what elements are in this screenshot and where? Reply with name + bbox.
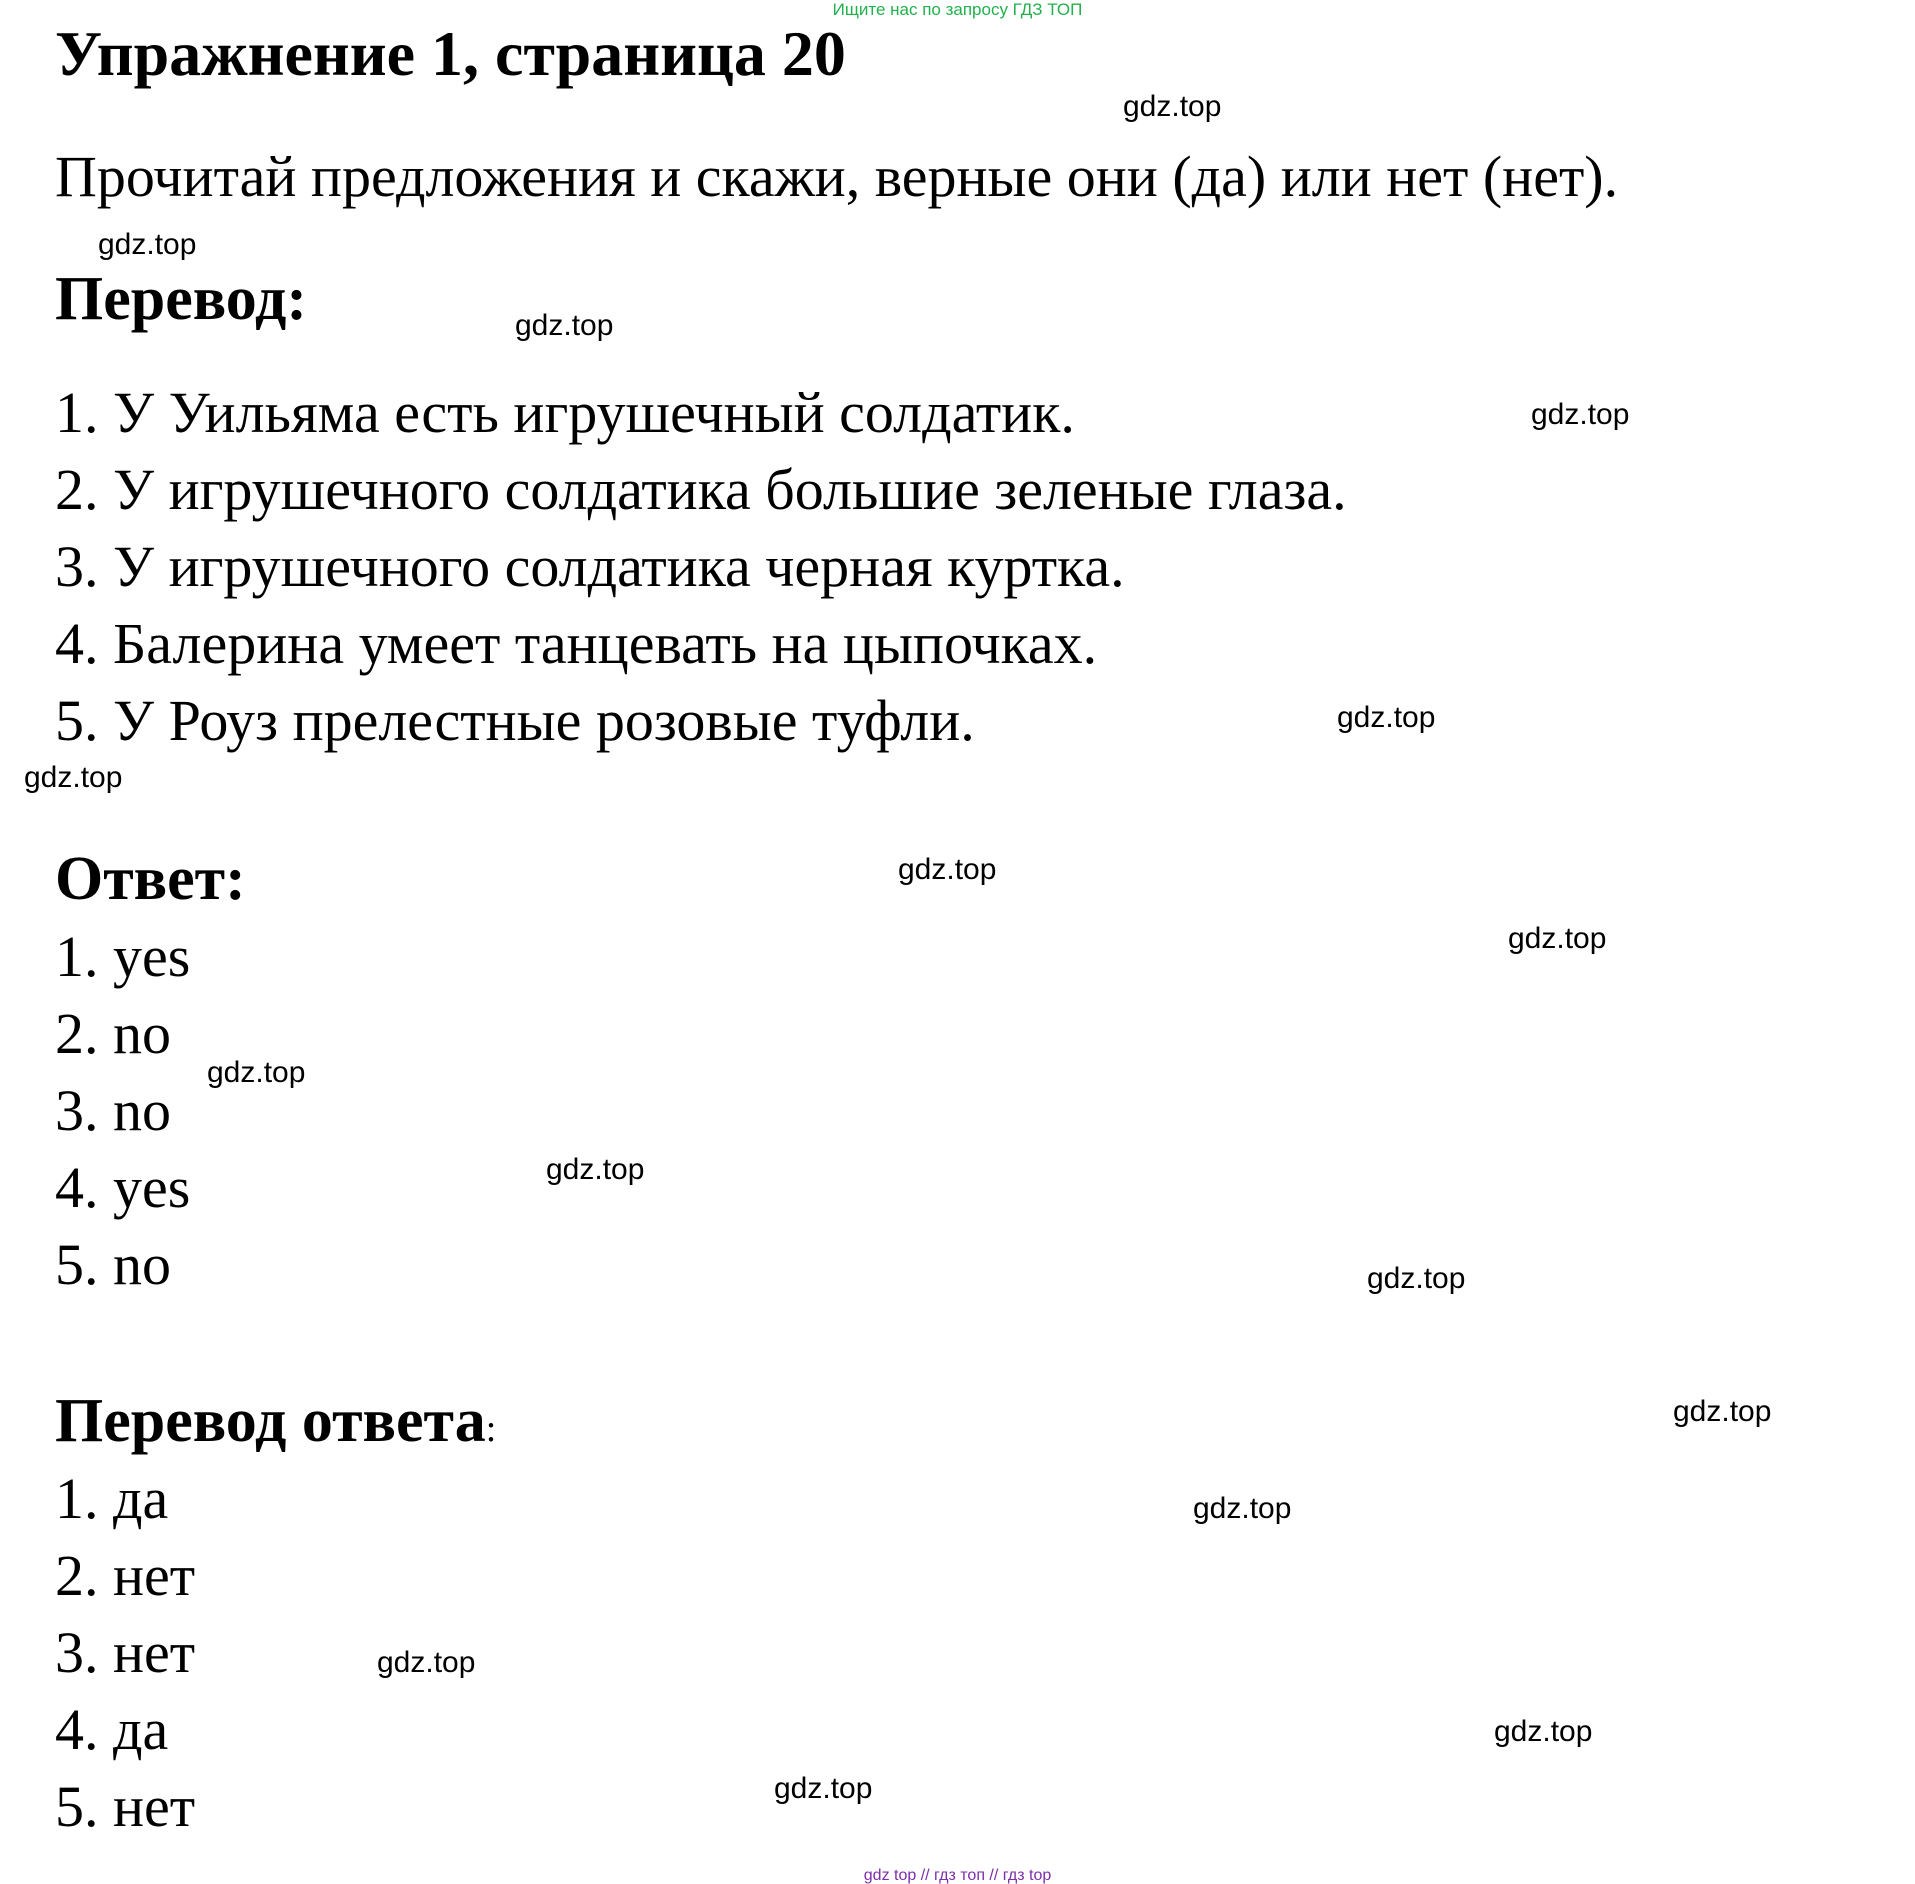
answer-translation-heading-colon: :	[485, 1408, 497, 1450]
list-item: 2. no	[55, 1001, 171, 1066]
translation-heading: Перевод:	[55, 265, 308, 333]
task-instruction: Прочитай предложения и скажи, верные они (да) или нет (нет).	[55, 144, 1619, 209]
watermark: gdz.top	[1193, 1492, 1292, 1525]
watermark: gdz.top	[1673, 1395, 1772, 1428]
watermark: gdz.top	[1531, 398, 1630, 431]
list-item: 1. да	[55, 1466, 169, 1531]
answer-translation-heading-text: Перевод ответа	[55, 1387, 486, 1455]
list-item: 2. У игрушечного солдатика большие зеленые глаза.	[55, 457, 1347, 522]
list-item: 1. У Уильяма есть игрушечный солдатик.	[55, 380, 1075, 445]
watermark: gdz.top	[1367, 1262, 1466, 1295]
answer-translation-heading	[55, 1387, 497, 1455]
list-item: 5. У Роуз прелестные розовые туфли.	[55, 688, 975, 753]
watermark: gdz.top	[515, 309, 614, 342]
watermark: gdz.top	[1494, 1715, 1593, 1748]
list-item: 3. no	[55, 1078, 171, 1143]
list-item: 4. да	[55, 1697, 169, 1762]
list-item: 4. Балерина умеет танцевать на цыпочках.	[55, 611, 1098, 676]
watermark: gdz.top	[1337, 701, 1436, 734]
watermark: gdz.top	[207, 1056, 306, 1089]
list-item: 4. yes	[55, 1155, 191, 1220]
top-banner: Ищите нас по запросу ГДЗ ТОП	[832, 0, 1083, 19]
list-item: 5. no	[55, 1232, 171, 1297]
watermark: gdz.top	[1123, 90, 1222, 123]
footer-links: gdz top // гдз топ // гдз top	[863, 1867, 1052, 1884]
page-title: Упражнение 1, страница 20	[55, 18, 846, 89]
watermark: gdz.top	[98, 228, 197, 261]
list-item: 3. У игрушечного солдатика черная куртка.	[55, 534, 1125, 599]
answer-list	[55, 918, 190, 1303]
answer-translation-list	[55, 1460, 195, 1845]
watermark: gdz.top	[774, 1772, 873, 1805]
list-item: 5. нет	[55, 1774, 196, 1839]
translation-list	[55, 374, 1347, 759]
watermark: gdz.top	[1508, 922, 1607, 955]
list-item: 1. yes	[55, 924, 191, 989]
watermark: gdz.top	[546, 1153, 645, 1186]
list-item: 3. нет	[55, 1620, 196, 1685]
watermark: gdz.top	[898, 853, 997, 886]
list-item: 2. нет	[55, 1543, 196, 1608]
watermark: gdz.top	[377, 1646, 476, 1679]
answer-heading: Ответ:	[55, 845, 246, 913]
watermark: gdz.top	[24, 761, 123, 794]
